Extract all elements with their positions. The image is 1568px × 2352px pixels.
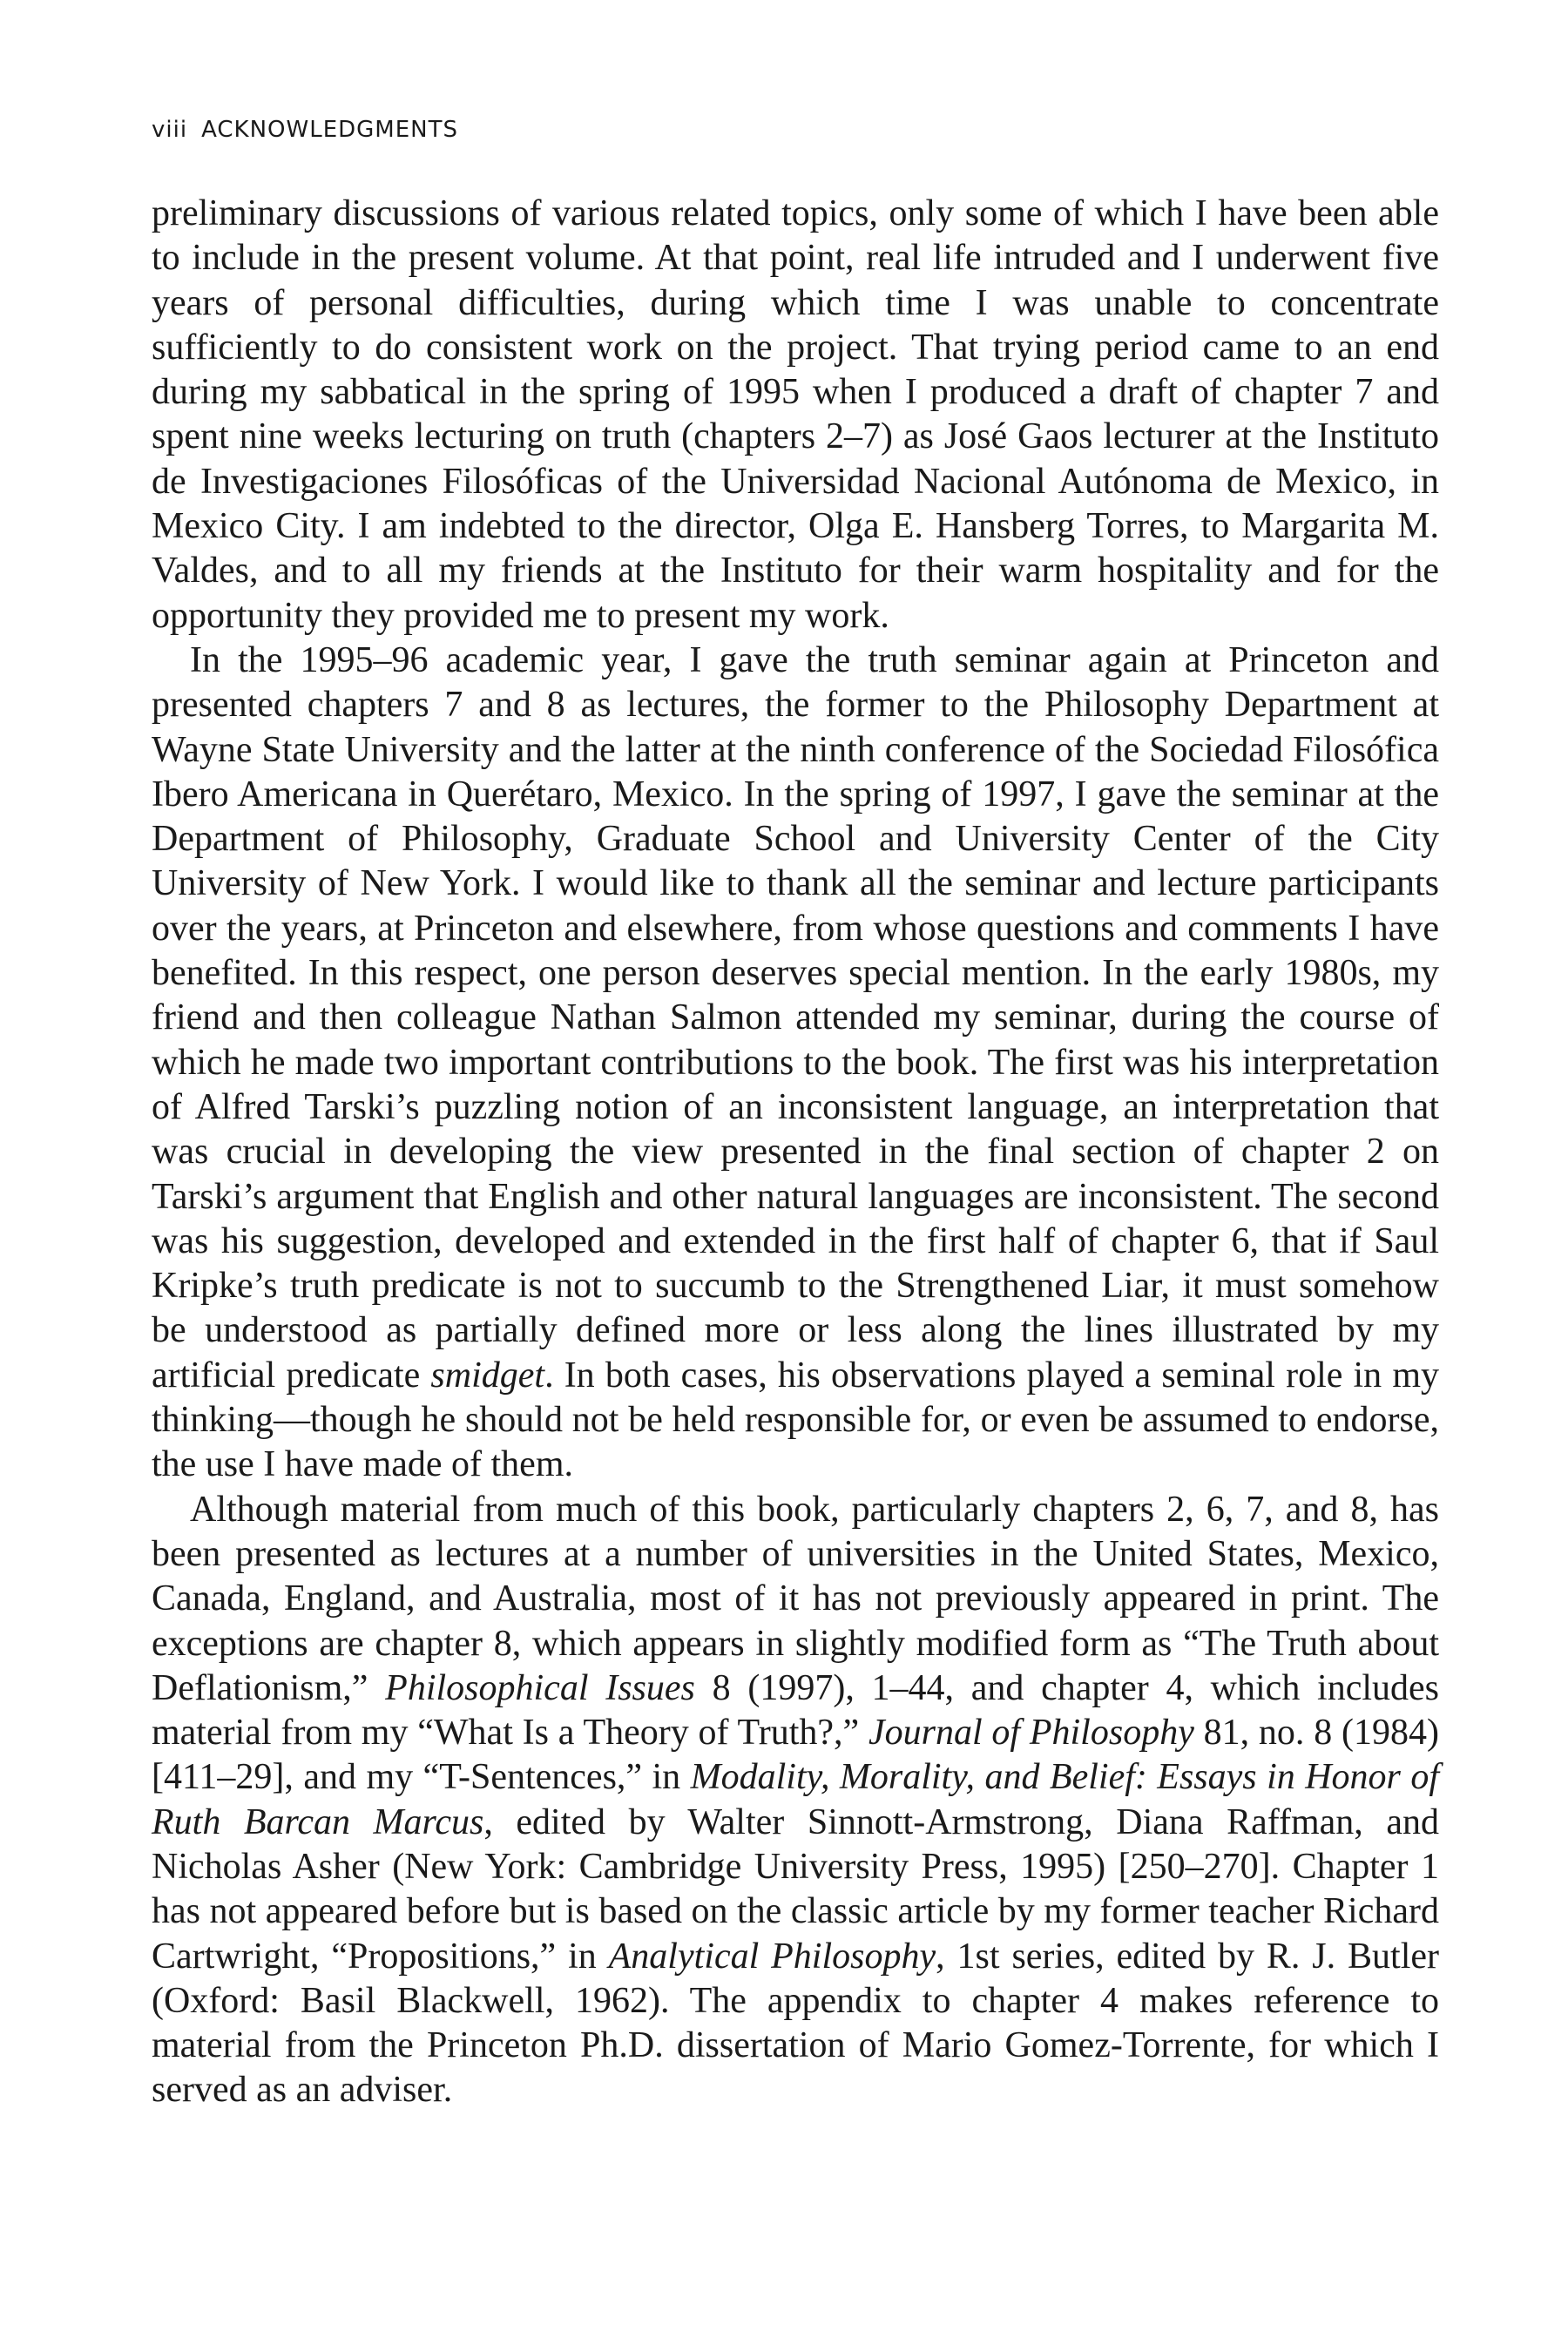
text-run: . In both cases, his observations played a seminal role in my thinking—though he should not be held responsible for, or even be assumed to endorse, the use I have made of them. bbox=[152, 1355, 1439, 1485]
text-run: In the 1995–96 academic year, I gave the truth seminar again at Princeton and presented chapters 7 and 8 as lectures, the former to the Philosophy Department at Wayne State University and the latter at the ninth conference of the Sociedad Filosófica Ibero Americana in Querétaro, Mexico. In the spring of 1997, I gave the seminar at the Department of Philosophy, Graduate School and University Center of the City University of New York. I would like to thank all the seminar and lecture participants over the years, at Princeton and elsewhere, from whose questions and comments I have benefited. In this respect, one person deserves special mention. In the early 1980s, my friend and then colleague Nathan Salmon attended my seminar, during the course of which he made two important contributions to the book. The first was his interpretation of Alfred Tarski’s puzzling notion of an inconsistent language, an interpretation that was crucial in developing the view presented in the final section of chapter 2 on Tarski’s argument that English and other natural languages are inconsistent. The second was his suggestion, developed and extended in the first half of chapter 6, that if Saul Kripke’s truth predicate is not to succumb to the Strengthened Liar, it must somehow be understood as partially defined more or less along the lines illustrated by my artificial predicate bbox=[152, 639, 1439, 1396]
text-run: preliminary discussions of various related topics, only some of which I have been able to include in the present volume. At that point, real life intruded and I underwent five years of personal difficulties, during which time I was unable to concentrate sufficiently to do consistent work on the project. That trying period came to an end during my sabbatical in the spring of 1995 when I produced a draft of chapter 7 and spent nine weeks lecturing on truth (chapters 2–7) as José Gaos lecturer at the Instituto de Investigaciones Filosóficas of the Universidad Nacional Autónoma de Mexico, in Mexico City. I am indebted to the director, Olga E. Hansberg Torres, to Margarita M. Valdes, and to all my friends at the Instituto for their warm hospitality and for the opportunity they provided me to present my work. bbox=[152, 193, 1439, 636]
italic-term-smidget: smidget bbox=[430, 1355, 545, 1396]
text-run: , edited by Walter Sinnott-Armstrong, Diana Raffman, and Nicholas Asher (New York: Cambridge University Press, 1995) [250–270]. Chapter 1 has not appeared before but is based on the classic article by my former teacher Richard Cartwright, “Propositions,” in bbox=[152, 1801, 1439, 1977]
italic-title-journal-of-philosophy: Journal of Philosophy bbox=[868, 1713, 1194, 1754]
section-title: ACKNOWLEDGMENTS bbox=[201, 117, 458, 143]
italic-title-modality-morality-belief: Modality, Morality, and Belief: Essays in Honor of Ruth Barcan Marcus bbox=[152, 1757, 1439, 1842]
body-text bbox=[152, 192, 1439, 2113]
paragraph-prior-publication bbox=[152, 1488, 1439, 2113]
text-run: Although material from much of this book, particularly chapters 2, 6, 7, and 8, has been presented as lectures at a number of universities in the United States, Mexico, Canada, England, and Australia, most of it has not previously appeared in print. The exceptions are chapter 8, which appears in slightly modified form as “The Truth about Deflationism,” bbox=[152, 1489, 1439, 1708]
italic-title-philosophical-issues: Philosophical Issues bbox=[385, 1667, 695, 1708]
italic-title-analytical-philosophy: Analytical Philosophy bbox=[608, 1936, 936, 1977]
paragraph-continuation bbox=[152, 192, 1439, 639]
text-run: 8 (1997), 1–44, and chapter 4, which includes material from my “What Is a Theory of Truth?,” bbox=[152, 1667, 1440, 1754]
running-head bbox=[152, 117, 458, 143]
text-run: , 1st series, edited by R. J. Butler (Oxford: Basil Blackwell, 1962). The appendix to chapter 4 makes reference to material from the Princeton Ph.D. dissertation of Mario Gomez-Torrente, for which I served as an adviser. bbox=[152, 1936, 1439, 2111]
page-number: viii bbox=[152, 117, 188, 143]
text-run: 81, no. 8 (1984) [411–29], and my “T-Sentences,” in bbox=[152, 1713, 1439, 1798]
paragraph-seminar-history bbox=[152, 639, 1439, 1488]
